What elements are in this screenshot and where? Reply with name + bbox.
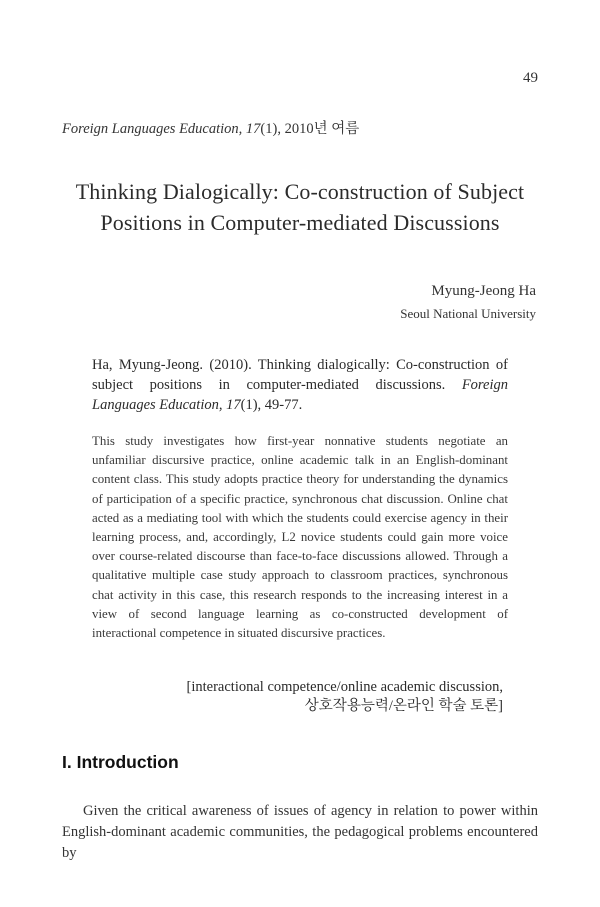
keywords-line-2: 상호작용능력/온라인 학술 토론] — [304, 698, 503, 714]
citation-journal: Foreign Languages Education, 17 — [92, 377, 508, 413]
section-heading: I. Introduction — [62, 752, 179, 772]
keywords — [187, 678, 503, 716]
author-affiliation: Seoul National University — [400, 306, 536, 321]
intro-section — [62, 801, 538, 864]
journal-name: Foreign Languages Education, 17 — [62, 121, 261, 137]
title-line-2: Positions in Computer-mediated Discussions — [100, 210, 500, 235]
page-number: 49 — [523, 70, 538, 86]
author-name: Myung-Jeong Ha — [431, 283, 536, 299]
author-block — [400, 283, 536, 322]
journal-issue: (1), 2010년 여름 — [260, 121, 360, 137]
journal-header — [62, 117, 359, 138]
title-line-1: Thinking Dialogically: Co-construction of Subject — [75, 179, 525, 204]
intro-paragraph: Given the critical awareness of issues of agency in relation to power within English-dominant academic communities, the pedagogical problems encountered by — [62, 803, 538, 861]
citation-lead: Ha, Myung-Jeong. (2010). Thinking dialogically: Co-construction of subject positions in computer-mediated discussions. — [92, 357, 508, 393]
paper-title — [0, 176, 600, 238]
citation-tail: (1), 49-77. — [240, 397, 303, 413]
citation — [92, 355, 508, 415]
keywords-line-1: [interactional competence/online academic discussion, — [186, 679, 503, 695]
abstract-text: This study investigates how first-year nonnative students negotiate an unfamiliar discursive practice, online academic talk in an English-dominant content class. This study adopts practice theory for understanding the dynamics of participation of a specific practice, synchronous chat discussion. Online chat acted as a mediating tool with which the students could exercise agency in their learning process, and, accordingly, L2 novice students could gain more voice over course-related discourse than face-to-face discussions allowed. Through a qualitative multiple case study approach to classroom practices, synchronous chat activity in this case, this research responds to the increasing interest in a view of second language learning as co-constructed development of interactional competence in situated discursive practices. — [92, 434, 508, 641]
abstract — [92, 432, 508, 643]
